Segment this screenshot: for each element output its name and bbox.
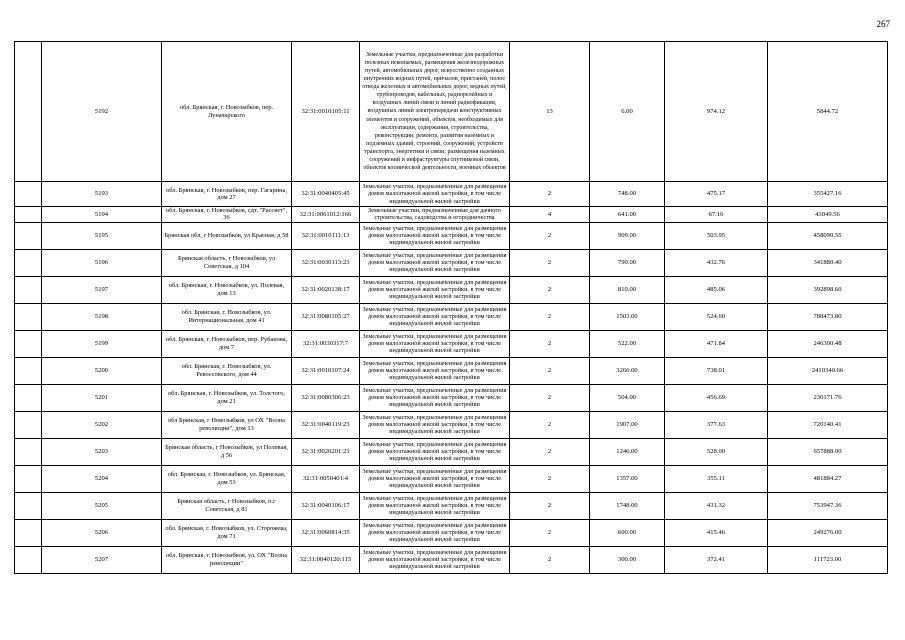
cadastral-number-cell: 32:31:0061012:166 xyxy=(292,207,360,223)
use-group-cell: 2 xyxy=(510,438,590,465)
use-group-cell: 2 xyxy=(510,357,590,384)
area-cell: 748.00 xyxy=(590,182,665,207)
area-cell: 6.00 xyxy=(590,42,665,182)
table-row xyxy=(15,249,888,276)
margin-cell xyxy=(15,357,42,384)
margin-cell xyxy=(15,492,42,519)
land-use-cell: Земельные участки, предназначенные для размещения домов малоэтажной жилой застройки, в том числе индивидуальной жилой застройки xyxy=(360,357,510,384)
row-number-cell: 5193 xyxy=(42,182,162,207)
margin-cell xyxy=(15,222,42,249)
area-cell: 1357.00 xyxy=(590,465,665,492)
use-group-cell: 2 xyxy=(510,465,590,492)
land-use-cell: Земельные участки, предназначенные для размещения домов малоэтажной жилой застройки, в том числе индивидуальной жилой застройки xyxy=(360,492,510,519)
use-group-cell: 4 xyxy=(510,207,590,223)
use-group-cell: 2 xyxy=(510,519,590,546)
area-cell: 810.00 xyxy=(590,276,665,303)
address-cell: Брянская область, г Новозыбков, п.г Советская, д 81 xyxy=(162,492,292,519)
cadastral-value-cell: 249276.00 xyxy=(768,519,888,546)
land-use-cell: Земельные участки, предназначенные для размещения домов малоэтажной жилой застройки, в том числе индивидуальной жилой застройки xyxy=(360,182,510,207)
cadastral-number-cell: 32:31:0050401:4 xyxy=(292,465,360,492)
cadastral-value-cell: 355427.16 xyxy=(768,182,888,207)
address-cell: обл. Брянская, г. Новозыбков, ул. Ревоссовского, дом 44 xyxy=(162,357,292,384)
table-row xyxy=(15,465,888,492)
table-row xyxy=(15,546,888,573)
area-cell: 641.00 xyxy=(590,207,665,223)
address-cell: обл. Брянская, г. Новозыбков, ул. Брянская, дом 53 xyxy=(162,465,292,492)
margin-cell xyxy=(15,384,42,411)
cadastral-number-cell: 32:31:0020201:21 xyxy=(292,438,360,465)
row-number-cell: 5206 xyxy=(42,519,162,546)
address-cell: Брянская область, г Новозыбков, ул Полевая, д 56 xyxy=(162,438,292,465)
land-use-cell: Земельные участки, предназначенные для размещения домов малоэтажной жилой застройки, в том числе индивидуальной жилой застройки xyxy=(360,465,510,492)
table-row xyxy=(15,303,888,330)
margin-cell xyxy=(15,519,42,546)
address-cell: обл. Брянская, г. Новозыбков, ул. Полевая, дом 13 xyxy=(162,276,292,303)
area-cell: 600.00 xyxy=(590,519,665,546)
unit-value-cell: 974.12 xyxy=(665,42,768,182)
row-number-cell: 5200 xyxy=(42,357,162,384)
address-cell: обл. Брянская, г. Новозыбков, сдт. "Рассвет", 36 xyxy=(162,207,292,223)
land-use-cell: Земельные участки, предназначенные для размещения домов малоэтажной жилой застройки, в том числе индивидуальной жилой застройки xyxy=(360,546,510,573)
cadastral-number-cell: 32:31:0080105:27 xyxy=(292,303,360,330)
unit-value-cell: 485.06 xyxy=(665,276,768,303)
table-row xyxy=(15,411,888,438)
land-use-cell: Земельные участки, предназначенные для размещения домов малоэтажной жилой застройки, в том числе индивидуальной жилой застройки xyxy=(360,438,510,465)
row-number-cell: 5205 xyxy=(42,492,162,519)
area-cell: 522.00 xyxy=(590,330,665,357)
land-use-cell: Земельные участки, предназначенные для размещения домов малоэтажной жилой застройки, в том числе индивидуальной жилой застройки xyxy=(360,330,510,357)
area-cell: 1246.00 xyxy=(590,438,665,465)
unit-value-cell: 475.17 xyxy=(665,182,768,207)
cadastral-number-cell: 32:31:0010111:13 xyxy=(292,222,360,249)
margin-cell xyxy=(15,546,42,573)
margin-cell xyxy=(15,276,42,303)
land-use-cell: Земельные участки, предназначенные для размещения домов малоэтажной жилой застройки, в том числе индивидуальной жилой застройки xyxy=(360,303,510,330)
land-use-cell: Земельные участки, предназначенные для размещения домов малоэтажной жилой застройки, в том числе индивидуальной жилой застройки xyxy=(360,222,510,249)
cadastral-value-cell: 230171.76 xyxy=(768,384,888,411)
use-group-cell: 2 xyxy=(510,249,590,276)
unit-value-cell: 415.46 xyxy=(665,519,768,546)
address-cell: обл. Брянская, г. Новозыбков, пер. Рубанова, дом 7 xyxy=(162,330,292,357)
table-row xyxy=(15,207,888,223)
unit-value-cell: 528.00 xyxy=(665,438,768,465)
cadastral-value-cell: 788473.80 xyxy=(768,303,888,330)
cadastral-value-cell: 481884.27 xyxy=(768,465,888,492)
unit-value-cell: 431.32 xyxy=(665,492,768,519)
cadastral-value-cell: 111723.00 xyxy=(768,546,888,573)
cadastral-value-cell: 657888.00 xyxy=(768,438,888,465)
land-use-cell: Земельные участки, предназначенные для размещения домов малоэтажной жилой застройки, в том числе индивидуальной жилой застройки xyxy=(360,411,510,438)
cadastral-value-cell: 341880.40 xyxy=(768,249,888,276)
area-cell: 790.00 xyxy=(590,249,665,276)
margin-cell xyxy=(15,303,42,330)
cadastral-value-cell: 246300.48 xyxy=(768,330,888,357)
unit-value-cell: 355.11 xyxy=(665,465,768,492)
row-number-cell: 5192 xyxy=(42,42,162,182)
row-number-cell: 5204 xyxy=(42,465,162,492)
margin-cell xyxy=(15,207,42,223)
cadastral-number-cell: 32:31:0010107:24 xyxy=(292,357,360,384)
table-row xyxy=(15,357,888,384)
table-row xyxy=(15,384,888,411)
use-group-cell: 13 xyxy=(510,42,590,182)
unit-value-cell: 738.01 xyxy=(665,357,768,384)
cadastral-value-cell: 43049.56 xyxy=(768,207,888,223)
margin-cell xyxy=(15,182,42,207)
unit-value-cell: 67.16 xyxy=(665,207,768,223)
table-row xyxy=(15,222,888,249)
cadastral-value-cell: 458090.55 xyxy=(768,222,888,249)
address-cell: обл. Брянская, г. Новозыбков, ул. Толстого, дом 21 xyxy=(162,384,292,411)
cadastral-number-cell: 32:31:0040120:115 xyxy=(292,546,360,573)
row-number-cell: 5199 xyxy=(42,330,162,357)
row-number-cell: 5202 xyxy=(42,411,162,438)
land-use-cell: Земельные участки, предназначенные для размещения домов малоэтажной жилой застройки, в том числе индивидуальной жилой застройки xyxy=(360,384,510,411)
use-group-cell: 2 xyxy=(510,303,590,330)
row-number-cell: 5207 xyxy=(42,546,162,573)
land-use-cell: Земельные участки, предназначенные для разработки полезных ископаемых, размещения железнодорожных путей, автомобильных дорог, искусственно созданных внутренних водных путей, причалов, пристаней, полос отвода железных и автомобильных дорог, водных путей, трубопроводов, кабельных, радиорелейных и воздушных линий связи и линий радиофикации, воздушных линий электропередачи конструктивных элементов и сооружений, объектов, необходимых для эксплуатации, содержания, строительства, реконструкции, ремонта, развития наземных и подземных зданий, строений, сооружений, устройств транспорта, энергетики и связи; размещения наземных сооружений и инфраструктуры спутниковой связи, объектов космической деятельности, военных объектов xyxy=(360,42,510,182)
cadastral-number-cell: 32:31:0060814:35 xyxy=(292,519,360,546)
row-number-cell: 5201 xyxy=(42,384,162,411)
area-cell: 504.00 xyxy=(590,384,665,411)
row-number-cell: 5197 xyxy=(42,276,162,303)
row-number-cell: 5198 xyxy=(42,303,162,330)
row-number-cell: 5196 xyxy=(42,249,162,276)
use-group-cell: 2 xyxy=(510,492,590,519)
cadastral-value-cell: 720140.41 xyxy=(768,411,888,438)
cadastral-value-cell: 392898.60 xyxy=(768,276,888,303)
margin-cell xyxy=(15,411,42,438)
table-row xyxy=(15,519,888,546)
area-cell: 300.00 xyxy=(590,546,665,573)
unit-value-cell: 377.63 xyxy=(665,411,768,438)
cadastral-number-cell: 32:31:0010105:11 xyxy=(292,42,360,182)
cadastral-value-cell: 5844.72 xyxy=(768,42,888,182)
area-cell: 909.00 xyxy=(590,222,665,249)
margin-cell xyxy=(15,330,42,357)
address-cell: Брянская область, г Новозыбков, ул Советская, д 104 xyxy=(162,249,292,276)
margin-cell xyxy=(15,42,42,182)
use-group-cell: 2 xyxy=(510,546,590,573)
use-group-cell: 2 xyxy=(510,222,590,249)
row-number-cell: 5194 xyxy=(42,207,162,223)
table-row xyxy=(15,330,888,357)
land-use-cell: Земельные участки, предназначенные для дачного строительства, садоводства и огородничества xyxy=(360,207,510,223)
row-number-cell: 5203 xyxy=(42,438,162,465)
area-cell: 3266.00 xyxy=(590,357,665,384)
margin-cell xyxy=(15,465,42,492)
area-cell: 1503.00 xyxy=(590,303,665,330)
use-group-cell: 2 xyxy=(510,276,590,303)
use-group-cell: 2 xyxy=(510,411,590,438)
use-group-cell: 2 xyxy=(510,330,590,357)
table-row xyxy=(15,42,888,182)
address-cell: Брянская обл, г Новозыбков, ул Красная, д 58 xyxy=(162,222,292,249)
cadastral-number-cell: 32:31:0030113:23 xyxy=(292,249,360,276)
area-cell: 1907.00 xyxy=(590,411,665,438)
table-row xyxy=(15,492,888,519)
unit-value-cell: 432.76 xyxy=(665,249,768,276)
use-group-cell: 2 xyxy=(510,182,590,207)
land-use-cell: Земельные участки, предназначенные для размещения домов малоэтажной жилой застройки, в том числе индивидуальной жилой застройки xyxy=(360,249,510,276)
cadastral-value-cell: 753947.36 xyxy=(768,492,888,519)
area-cell: 1748.00 xyxy=(590,492,665,519)
table-row xyxy=(15,276,888,303)
use-group-cell: 2 xyxy=(510,384,590,411)
unit-value-cell: 471.84 xyxy=(665,330,768,357)
address-cell: обл. Брянская, г. Новозыбков, ул. Интернациональная, дом 41 xyxy=(162,303,292,330)
table-row xyxy=(15,438,888,465)
row-number-cell: 5195 xyxy=(42,222,162,249)
cadastral-number-cell: 32:31:0040405:45 xyxy=(292,182,360,207)
table-body xyxy=(15,42,888,574)
cadastral-number-cell: 32:31:0020138:17 xyxy=(292,276,360,303)
margin-cell xyxy=(15,438,42,465)
address-cell: обл. Брянская, г. Новозыбков, ул. Сторожева, дом 71 xyxy=(162,519,292,546)
address-cell: обл. Брянская, г. Новозыбков, пер. Луначарского xyxy=(162,42,292,182)
land-use-cell: Земельные участки, предназначенные для размещения домов малоэтажной жилой застройки, в том числе индивидуальной жилой застройки xyxy=(360,276,510,303)
unit-value-cell: 524.60 xyxy=(665,303,768,330)
cadastral-number-cell: 32:31:0040119:23 xyxy=(292,411,360,438)
cadastral-value-cell: 2410340.66 xyxy=(768,357,888,384)
address-cell: обл. Брянская, г. Новозыбков, ул. ОХ "Волна революции" xyxy=(162,546,292,573)
page-number: 267 xyxy=(876,19,890,29)
unit-value-cell: 503.95 xyxy=(665,222,768,249)
land-use-cell: Земельные участки, предназначенные для размещения домов малоэтажной жилой застройки, в том числе индивидуальной жилой застройки xyxy=(360,519,510,546)
table-row xyxy=(15,182,888,207)
address-cell: обл. Брянская, г. Новозыбков, пер. Гагарина, дом 27 xyxy=(162,182,292,207)
unit-value-cell: 372.41 xyxy=(665,546,768,573)
cadastral-number-cell: 32:31:0080306:23 xyxy=(292,384,360,411)
margin-cell xyxy=(15,249,42,276)
address-cell: обл Брянская, г Новозыбков, ул ОХ "Волна революции", дом 13 xyxy=(162,411,292,438)
cadastral-number-cell: 32:31:0040106:17 xyxy=(292,492,360,519)
cadastral-number-cell: 32:31:0030317:7 xyxy=(292,330,360,357)
unit-value-cell: 456.69 xyxy=(665,384,768,411)
cadastral-value-table xyxy=(14,41,888,574)
